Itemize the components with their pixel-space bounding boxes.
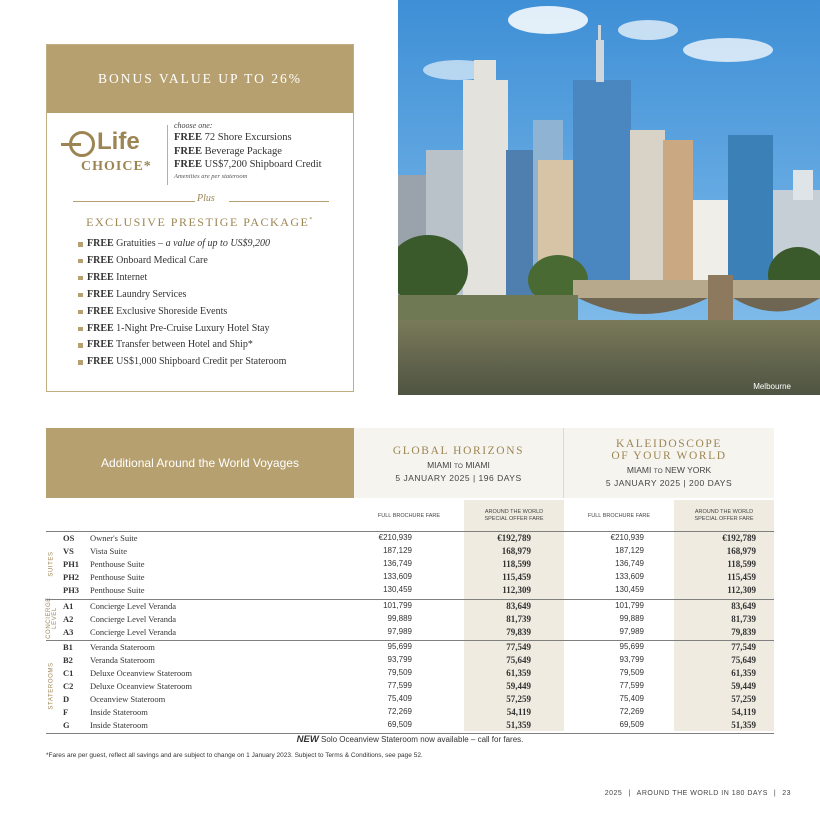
offer-fare-2: 57,259	[731, 694, 756, 705]
table-row	[46, 641, 774, 654]
cabin-code: B1	[63, 641, 73, 652]
cabin-name: Deluxe Oceanview Stateroom	[90, 681, 192, 692]
offer-fare-1: 75,649	[506, 654, 531, 665]
cabin-name: Concierge Level Veranda	[90, 613, 177, 624]
full-fare-1: 130,459	[383, 585, 412, 595]
voyage-name: GLOBAL HORIZONS	[392, 445, 525, 457]
full-fare-1: 77,599	[387, 681, 412, 691]
col-full-fare-2: FULL BROCHURE FARE	[587, 512, 651, 519]
page-number: 23	[782, 790, 791, 797]
table-row	[46, 719, 774, 732]
table-row	[46, 654, 774, 667]
full-fare-2: €210,939	[610, 533, 644, 542]
offer-fare-1: 112,309	[502, 585, 531, 596]
offer-fare-1: 81,739	[506, 613, 531, 624]
full-fare-1: 133,609	[383, 572, 412, 582]
full-fare-1: 101,799	[383, 600, 412, 610]
package-title: EXCLUSIVE PRESTIGE PACKAGE*	[86, 215, 314, 229]
cabin-name: Inside Stateroom	[90, 707, 148, 718]
full-fare-2: 99,889	[619, 613, 644, 623]
voyage-route: MIAMI TO NEW YORK	[626, 465, 712, 475]
cabin-name: Deluxe Oceanview Stateroom	[90, 668, 192, 678]
fare-footnote: *Fares are per guest, reflect all savings and are subject to change on 1 January 2023. Subject to Terms & Conditions, see page 52.	[46, 752, 423, 759]
choice-item: FREE 72 Shore Excursions	[174, 132, 292, 143]
package-item: FREE Onboard Medical Care	[78, 253, 353, 270]
package-item: FREE Gratuities – a value of up to US$9,200	[78, 236, 353, 253]
offer-fare-1: 83,649	[506, 600, 531, 611]
city-skyline-illustration	[398, 0, 820, 395]
choice-item: FREE Beverage Package	[174, 145, 282, 157]
package-item: FREE Laundry Services	[78, 287, 353, 304]
full-fare-2: 93,799	[619, 654, 644, 664]
choice-list	[174, 121, 322, 180]
voyage-kaleidoscope	[564, 428, 774, 498]
cabin-name: Oceanview Stateroom	[90, 694, 166, 705]
offer-fare-1: 168,979	[501, 546, 531, 557]
voyage-global-horizons	[354, 428, 564, 498]
full-fare-2: 72,269	[619, 707, 644, 717]
group-label: CONCIERGE LEVEL	[46, 597, 58, 640]
full-fare-2: 97,989	[619, 626, 644, 636]
cabin-code: A2	[63, 613, 74, 624]
full-fare-1: 75,409	[387, 694, 412, 704]
cabin-code: VS	[63, 546, 74, 557]
full-fare-2: 101,799	[615, 600, 644, 610]
offer-fare-2: 61,359	[731, 668, 756, 678]
offer-fare-2: 168,979	[726, 546, 756, 557]
table-row	[46, 667, 774, 680]
package-item: FREE Transfer between Hotel and Ship*	[78, 337, 353, 354]
full-fare-1: 95,699	[387, 641, 412, 651]
life-choice-logo	[67, 128, 179, 179]
cabin-code: PH2	[63, 572, 80, 583]
package-item: FREE Internet	[78, 270, 353, 287]
offer-fare-1: 51,359	[506, 720, 531, 731]
full-fare-1: €210,939	[378, 533, 412, 542]
plus-separator	[47, 193, 353, 213]
cabin-code: PH1	[63, 559, 80, 570]
offer-fare-1: 115,459	[502, 572, 531, 583]
offer-fare-1: 118,599	[502, 559, 531, 570]
offer-fare-2: 118,599	[727, 559, 756, 570]
cabin-code: C1	[63, 668, 74, 678]
full-fare-2: 133,609	[615, 572, 644, 582]
new-solo-note: NEW Solo Oceanview Stateroom now available – call for fares.	[296, 734, 524, 745]
full-fare-2: 187,129	[615, 546, 644, 556]
cabin-name: Penthouse Suite	[90, 559, 145, 570]
cabin-code: F	[63, 707, 69, 718]
full-fare-1: 72,269	[387, 707, 412, 717]
full-fare-1: 136,749	[383, 559, 412, 569]
table-row	[46, 680, 774, 693]
offer-fare-1: 59,449	[506, 681, 531, 692]
fare-table-header	[46, 428, 774, 498]
table-row	[46, 706, 774, 719]
cabin-name: Veranda Stateroom	[90, 654, 155, 665]
package-item: FREE US$1,000 Shipboard Credit per Stateroom	[78, 354, 353, 371]
offer-fare-2: €192,789	[722, 533, 756, 543]
group-label: STATEROOMS	[49, 662, 55, 710]
offer-fare-2: 112,309	[727, 585, 756, 596]
footer-year: 2025	[604, 790, 623, 797]
table-row	[46, 613, 774, 626]
offer-fare-2: 77,549	[731, 641, 756, 652]
table-row	[46, 545, 774, 558]
footer-title: AROUND THE WORLD IN 180 DAYS	[636, 790, 768, 797]
full-fare-2: 95,699	[619, 641, 644, 651]
cabin-code: G	[63, 720, 70, 731]
package-item: FREE Exclusive Shoreside Events	[78, 304, 353, 321]
life-choice-row	[47, 113, 353, 193]
choice-item: FREE US$7,200 Shipboard Credit	[174, 159, 322, 171]
offer-fare-1: €192,789	[497, 533, 531, 543]
amenities-note: Amenities are per stateroom	[174, 172, 248, 180]
table-row	[46, 600, 774, 613]
offer-fare-2: 83,649	[731, 600, 756, 611]
group-label: SUITES	[49, 551, 55, 577]
cabin-code: B2	[63, 654, 73, 665]
voyage-name: KALEIDOSCOPE	[615, 438, 723, 450]
cabin-code: D	[63, 694, 70, 705]
offer-fare-1: 77,549	[506, 641, 531, 652]
offer-fare-1: 57,259	[506, 694, 531, 705]
offer-fare-2: 54,119	[731, 707, 756, 718]
offer-fare-2: 115,459	[727, 572, 756, 583]
logo-choice-text: CHOICE*	[81, 159, 152, 174]
cabin-name: Penthouse Suite	[90, 585, 145, 596]
full-fare-2: 69,509	[619, 720, 644, 730]
offer-fare-2: 75,649	[731, 654, 756, 665]
cabin-code: A3	[63, 626, 74, 637]
voyage-date: 5 JANUARY 2025 | 200 DAYS	[605, 478, 733, 488]
col-full-fare-1: FULL BROCHURE FARE	[377, 512, 441, 519]
page-footer: 2025 | AROUND THE WORLD IN 180 DAYS | 23	[604, 790, 791, 797]
table-row	[46, 626, 774, 639]
offer-fare-1: 61,359	[506, 668, 531, 678]
logo-life-text: Life	[97, 128, 140, 155]
cabin-code: PH3	[63, 585, 80, 596]
cabin-name: Penthouse Suite	[90, 572, 145, 583]
cabin-code: OS	[63, 533, 75, 543]
offer-fare-1: 54,119	[506, 707, 531, 718]
package-item: FREE 1-Night Pre-Cruise Luxury Hotel Stay	[78, 321, 353, 338]
plus-label: Plus	[197, 193, 215, 204]
voyage-date: 5 JANUARY 2025 | 196 DAYS	[395, 473, 522, 483]
offer-fare-1: 79,839	[506, 626, 531, 637]
cabin-name: Concierge Level Veranda	[90, 626, 177, 637]
package-list	[78, 236, 353, 371]
table-row	[46, 584, 774, 597]
voyage-name: OF YOUR WORLD	[611, 450, 727, 462]
cabin-name: Concierge Level Veranda	[90, 600, 177, 611]
cabin-name: Owner's Suite	[90, 533, 138, 543]
full-fare-2: 79,509	[619, 668, 644, 677]
col-offer-fare-1: AROUND THE WORLD SPECIAL OFFER FARE	[464, 500, 564, 531]
full-fare-2: 136,749	[615, 559, 644, 569]
full-fare-2: 75,409	[619, 694, 644, 704]
table-row	[46, 558, 774, 571]
offer-fare-2: 51,359	[731, 720, 756, 731]
table-row	[46, 571, 774, 584]
bonus-title: BONUS VALUE UP TO 26%	[47, 45, 353, 113]
full-fare-1: 97,989	[387, 626, 412, 636]
full-fare-1: 187,129	[383, 546, 412, 556]
photo-caption: Melbourne	[753, 382, 791, 391]
voyage-route: MIAMI TO MIAMI	[427, 460, 490, 470]
bonus-panel	[46, 44, 354, 392]
table-heading: Additional Around the World Voyages	[46, 428, 354, 498]
full-fare-2: 130,459	[615, 585, 644, 595]
divider	[167, 125, 168, 185]
cabin-code: A1	[63, 600, 74, 611]
cabin-name: Veranda Stateroom	[90, 641, 155, 652]
full-fare-1: 79,509	[387, 668, 412, 677]
full-fare-1: 69,509	[387, 720, 412, 730]
melbourne-photo	[398, 0, 820, 395]
full-fare-2: 77,599	[619, 681, 644, 691]
choose-one-label: choose one:	[174, 121, 213, 130]
cabin-name: Inside Stateroom	[90, 720, 148, 731]
offer-fare-2: 81,739	[731, 613, 756, 624]
offer-fare-2: 59,449	[731, 681, 756, 692]
cabin-code: C2	[63, 681, 74, 692]
full-fare-1: 93,799	[387, 654, 412, 664]
table-row	[46, 693, 774, 706]
full-fare-1: 99,889	[387, 613, 412, 623]
table-row	[46, 532, 774, 545]
cabin-name: Vista Suite	[90, 546, 128, 557]
col-offer-fare-2: AROUND THE WORLD SPECIAL OFFER FARE	[674, 500, 774, 531]
offer-fare-2: 79,839	[731, 626, 756, 637]
